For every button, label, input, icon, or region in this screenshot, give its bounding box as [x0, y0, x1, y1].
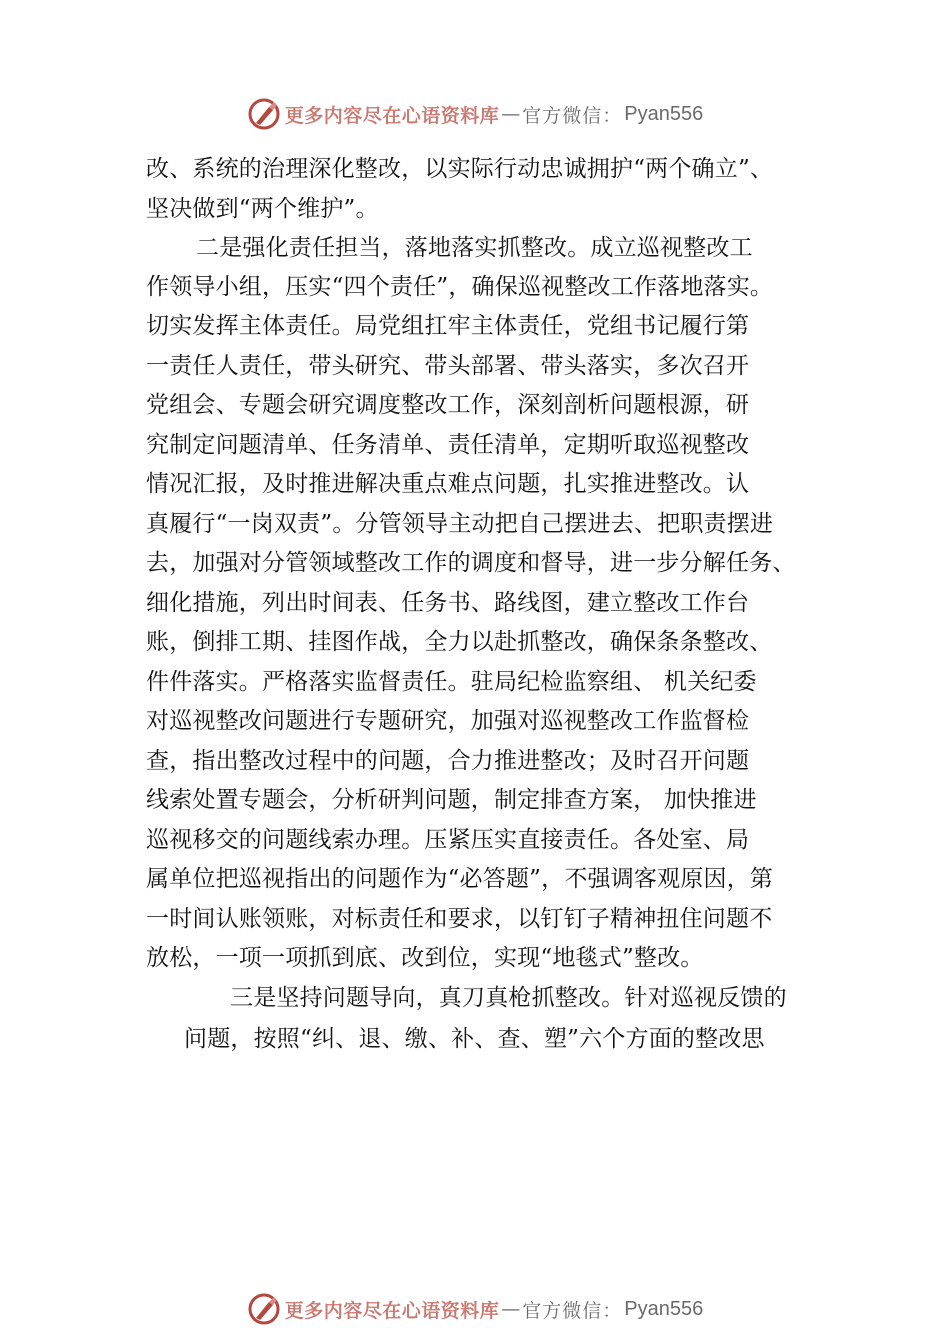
text-line: 对巡视整改问题进行专题研究，加强对巡视整改工作监督检: [146, 708, 750, 734]
text-line: 件件落实。严格落实监督责任。驻局纪检监察组、 机关纪委: [146, 669, 757, 695]
pen-nib-circle-icon: [247, 1292, 281, 1326]
text-line: 一责任人责任，带头研究、带头部署、带头落实，多次召开: [146, 353, 750, 379]
text-line: 作领导小组，压实“四个责任”，确保巡视整改工作落地落实。: [146, 274, 774, 300]
header-wechat-label: 官方微信：: [522, 104, 623, 127]
text-line: 坚决做到“两个维护”。: [146, 196, 379, 222]
text-line: 真履行“一岗双责”。分管领导主动把自己摆进去、把职责摆进: [146, 511, 774, 537]
footer-brand-text: 更多内容尽在心语资料库: [284, 1299, 500, 1322]
text-line: 查，指出整改过程中的问题，合力推进整改；及时召开问题: [146, 748, 750, 774]
header-banner: [0, 94, 950, 134]
header-separator: —: [501, 103, 521, 125]
header-brand-text: 更多内容尽在心语资料库: [284, 104, 500, 127]
text-line: 细化措施，列出时间表、任务书、路线图，建立整改工作台: [146, 590, 750, 616]
text-line: 一时间认账领账，对标责任和要求，以钉钉子精神扭住问题不: [146, 906, 773, 932]
header-wechat-id: Pyan556: [624, 102, 704, 125]
text-line: 账，倒排工期、挂图作战，全力以赴抓整改，确保条条整改、: [146, 629, 773, 655]
pen-nib-circle-icon: [247, 97, 281, 131]
text-line: 改、系统的治理深化整改，以实际行动忠诚拥护“两个确立”、: [146, 156, 774, 182]
text-line: 情况汇报，及时推进解决重点难点问题，扎实推进整改。认: [146, 471, 750, 497]
text-line: 问题，按照“纠、退、缴、补、查、塑”六个方面的整改思: [184, 1026, 765, 1052]
footer-wechat-id: Pyan556: [624, 1297, 704, 1320]
text-line: 线索处置专题会，分析研判问题，制定排查方案， 加快推进: [146, 787, 757, 813]
text-line: 二是强化责任担当，落地落实抓整改。成立巡视整改工: [196, 235, 753, 261]
footer-banner: [0, 1289, 950, 1329]
text-line: 党组会、专题会研究调度整改工作，深刻剖析问题根源，研: [146, 392, 750, 418]
text-line: 三是坚持问题导向，真刀真枪抓整改。针对巡视反馈的: [230, 985, 787, 1011]
footer-separator: —: [501, 1298, 521, 1320]
text-line: 属单位把巡视指出的问题作为“必答题”，不强调客观原因，第: [146, 866, 774, 892]
text-line: 究制定问题清单、任务清单、责任清单，定期听取巡视整改: [146, 432, 750, 458]
text-line: 放松，一项一项抓到底、改到位，实现“地毯式”整改。: [146, 945, 704, 971]
text-line: 切实发挥主体责任。局党组扛牢主体责任，党组书记履行第: [146, 313, 750, 339]
text-line: 去，加强对分管领域整改工作的调度和督导，进一步分解任务、: [146, 550, 796, 576]
text-line: 巡视移交的问题线索办理。压紧压实直接责任。各处室、局: [146, 827, 750, 853]
footer-wechat-label: 官方微信：: [522, 1299, 623, 1322]
